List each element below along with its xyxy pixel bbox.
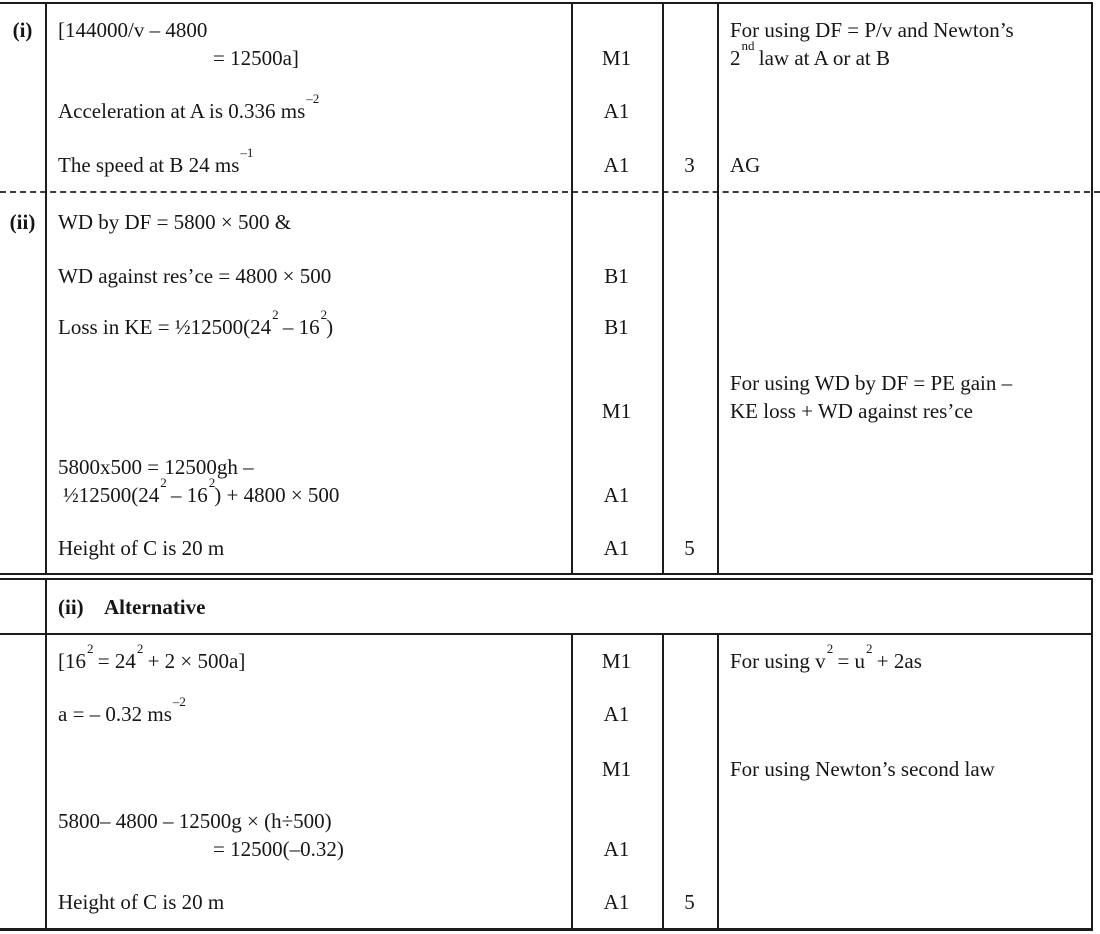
total-marks: 5 [684,536,695,560]
working-line: $\frac{1}{2}12500(24^2 - 16^2) + 4800 \times 500$ [63,475,340,507]
column-line-total-upper [662,2,664,575]
mark-label: A1 [603,536,630,560]
working-line: = 12500a] [213,46,299,70]
working-line: = 12500(–0.32) [213,837,344,861]
alternative-header-divider [0,633,1093,635]
comment-line: For using WD by DF = PE gain – [730,371,1013,395]
working-line: 5800x500 = 12500gh – [58,455,254,479]
answer-given-label: AG [730,153,761,177]
working-line: Acceleration at A is 0.336 $ms^{-2}$ [58,91,320,123]
mark-label: M1 [601,757,632,781]
working-line: Loss in KE = $\frac{1}{2}12500(24^2 - 16^2)$ [58,307,334,339]
comment-line: For using $v^2 = u^2 + 2as$ [730,641,922,673]
column-line-part-upper [45,2,47,575]
mark-label: M1 [601,46,632,70]
mark-label: M1 [601,649,632,673]
working-line: Height of C is 20 m [58,536,225,560]
mark-label: B1 [604,264,629,288]
mark-label: A1 [603,99,630,123]
working-line: a = – 0.32 $ms^{-2}$ [58,694,186,726]
comment-line: KE loss + WD against res’ce [730,399,973,423]
column-line-comments-upper [717,2,719,575]
working-line: The speed at B 24 $ms^{-1}$ [58,145,254,177]
comment-line: 2nd law at A or at B [730,38,890,70]
working-line: WD by DF = 5800 × 500 & [58,210,292,234]
mark-label: A1 [603,702,630,726]
section-divider-line-1 [0,573,1093,575]
mark-label: A1 [603,837,630,861]
comment-line: For using Newton’s second law [730,757,995,781]
column-line-total-lower [662,633,664,929]
mark-label: A1 [603,483,630,507]
column-line-part-lower [45,578,47,929]
part-label-i: (i) [12,18,33,42]
working-line: WD against res’ce = 4800 × 500 [58,264,332,288]
working-line: Height of C is 20 m [58,890,225,914]
working-line: 5800– 4800 – 12500g × (h÷500) [58,809,332,833]
working-line: [144000/v – 4800 [58,18,208,42]
alternative-part-label: (ii) [58,595,84,619]
part-label-ii: (ii) [9,210,36,234]
working-line: $[16^2 = 24^2 + 2 \times 500a]$ [58,641,246,673]
total-marks: 3 [684,153,695,177]
total-marks: 5 [684,890,695,914]
table-right-border-lower [1091,578,1093,929]
table-bottom-border [0,928,1093,931]
mark-label: A1 [603,890,630,914]
comment-line: For using DF = P/v and Newton’s [730,18,1014,42]
column-line-comments-lower [717,633,719,929]
row-divider-dashed [0,191,1100,193]
mark-label: B1 [604,315,629,339]
section-divider-line-2 [0,578,1093,580]
table-top-border [0,2,1093,4]
column-line-marks-lower [571,633,573,929]
table-right-border-upper [1091,2,1093,575]
mark-label: M1 [601,399,632,423]
mark-label: A1 [603,153,630,177]
alternative-title: Alternative [104,595,206,619]
